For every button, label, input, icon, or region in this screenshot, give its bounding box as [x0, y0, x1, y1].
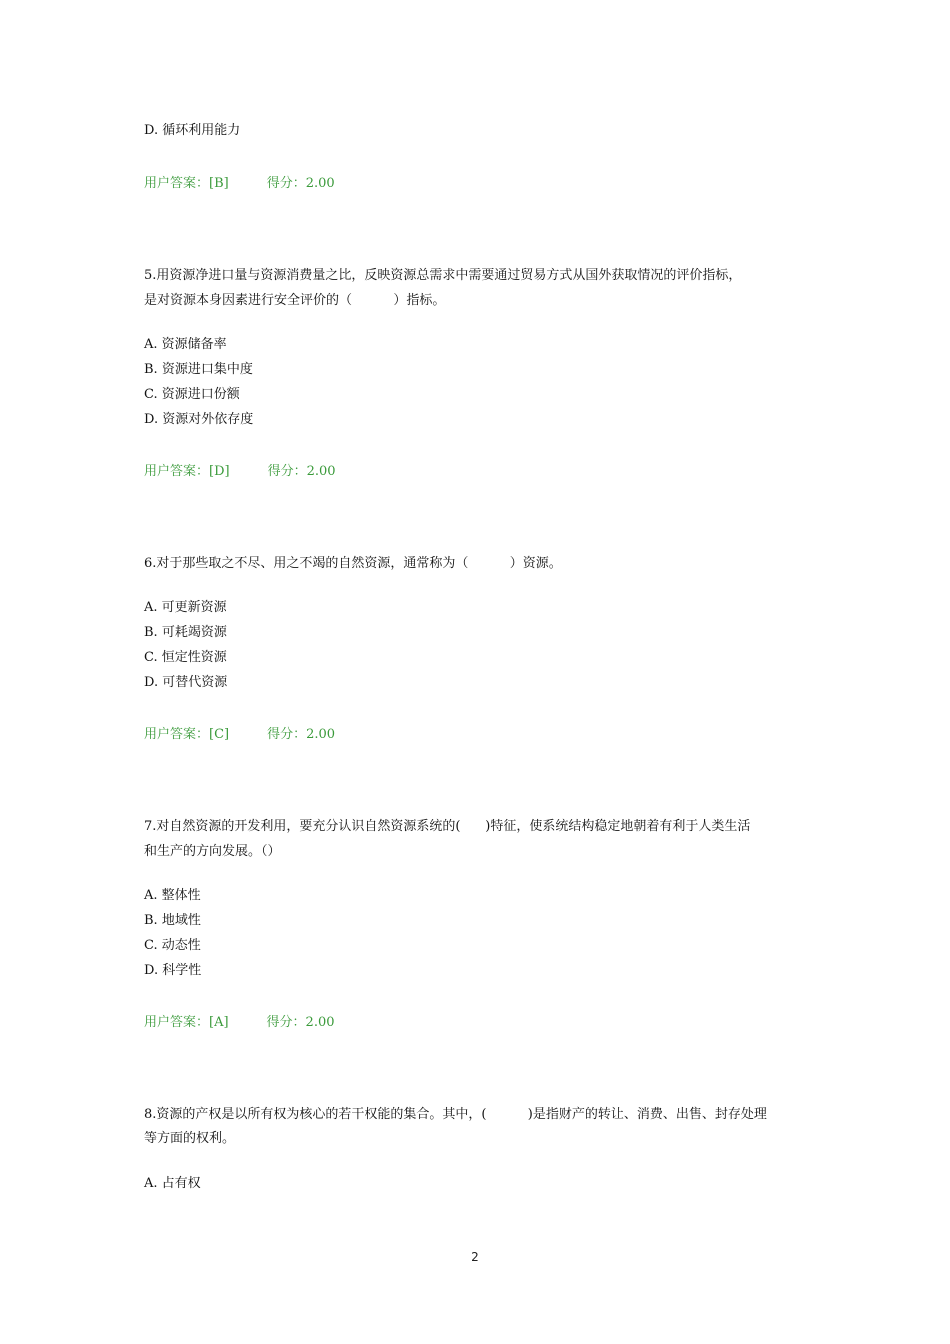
option-text: D. 科学性	[144, 963, 202, 978]
question-text: 等方面的权利。	[144, 1131, 236, 1146]
option-text: A. 可更新资源	[144, 600, 227, 615]
page-number: 2	[471, 1250, 479, 1264]
option-text: B. 资源进口集中度	[144, 362, 253, 377]
option-text: C. 动态性	[144, 938, 201, 953]
user-answer: 用户答案：[C]	[144, 727, 230, 742]
option-text: C. 恒定性资源	[144, 650, 227, 665]
score: 得分：2.00	[267, 464, 336, 479]
question-text: 8.资源的产权是以所有权为核心的若干权能的集合。其中，( )是指财产的转让、消费、出售、封存处理	[144, 1107, 767, 1122]
user-answer-row	[144, 464, 336, 480]
option-text: A. 占有权	[144, 1176, 201, 1191]
question-text: 是对资源本身因素进行安全评价的（ ）指标。	[144, 293, 446, 308]
score: 得分：2.00	[267, 727, 336, 742]
question-text: 7.对自然资源的开发利用，要充分认识自然资源系统的( )特征，使系统结构稳定地朝着有利于人类生活	[144, 819, 751, 834]
question-text: 6.对于那些取之不尽、用之不竭的自然资源，通常称为（ ）资源。	[144, 556, 562, 571]
option-text: A. 整体性	[144, 888, 201, 903]
user-answer-row	[144, 176, 335, 192]
user-answer-row	[144, 727, 335, 743]
user-answer: 用户答案：[B]	[144, 176, 229, 191]
option-text: D. 可替代资源	[144, 675, 228, 690]
question-text: 5.用资源净进口量与资源消费量之比，反映资源总需求中需要通过贸易方式从国外获取情况的评价指标，	[144, 268, 742, 283]
option-text: D. 循环利用能力	[144, 123, 241, 138]
option-text: C. 资源进口份额	[144, 387, 240, 402]
user-answer: 用户答案：[D]	[144, 464, 230, 479]
option-text: B. 可耗竭资源	[144, 625, 227, 640]
user-answer-row	[144, 1015, 335, 1031]
score: 得分：2.00	[266, 1015, 335, 1030]
user-answer: 用户答案：[A]	[144, 1015, 229, 1030]
score: 得分：2.00	[266, 176, 335, 191]
option-text: D. 资源对外依存度	[144, 412, 254, 427]
question-text: 和生产的方向发展。（）	[144, 844, 281, 859]
option-text: A. 资源储备率	[144, 337, 227, 352]
option-text: B. 地域性	[144, 913, 201, 928]
